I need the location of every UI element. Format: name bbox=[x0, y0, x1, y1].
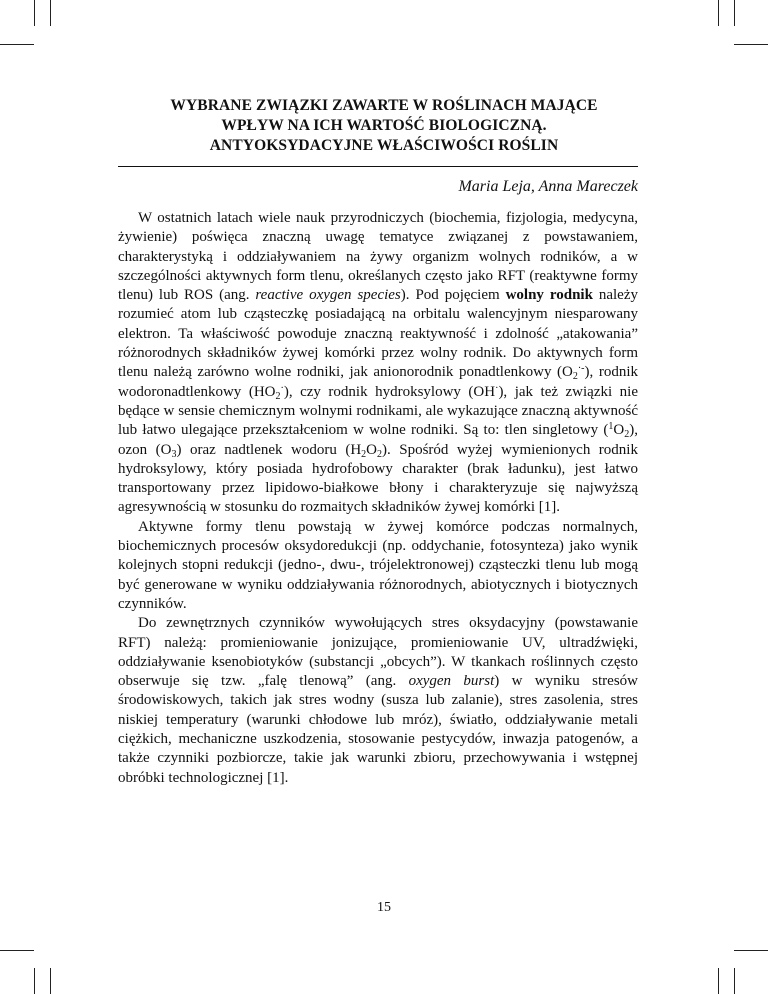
crop-mark bbox=[34, 968, 35, 994]
title-line: WPŁYW NA ICH WARTOŚĆ BIOLOGICZNĄ. bbox=[221, 117, 547, 134]
crop-mark bbox=[50, 0, 51, 26]
crop-mark bbox=[734, 44, 768, 45]
paragraph: W ostatnich latach wiele nauk przyrodniczych (biochemia, fizjologia, medycyna, żywienie) poświęca znaczną uwagę tematyce związanej z powstawaniem, charakterystyką i oddziaływaniem na żywy organizm wolnych rodników, a w szczególności aktywnych form tlenu, określanych często jako RFT (reaktywne formy tlenu) lub ROS (ang. reactive oxygen species). Pod pojęciem wolny rodnik należy rozumieć atom lub cząsteczkę posiadającą na orbitalu walencyjnym niesparowany elektron. Ta właściwość powoduje znaczną reaktywność i zdolność „atakowania” różnorodnych składników żywej komórki przez wolny rodnik. Do aktywnych form tlenu należą zarówno wolne rodniki, jak anionorodnik ponadtlenkowy $(O_2^{\cdot-})$, rodnik wodoronadtlenkowy $(HO_2^\cdot)$, czy rodnik hydroksylowy (OH·), jak też związki nie będące w sensie chemicznym wolnymi rodnikami, ale wykazujące znaczną aktywność lub łatwo ulegające przekształceniom w wolne rodniki. Są to: tlen singletowy $(^1O_2)$, ozon $(O_3)$ oraz nadtlenek wodoru $(H_2O_2)$. Spośród wyżej wymienionych rodnik hydroksylowy, który posiada hydrofobowy charakter (brak ładunku), jest łatwo transportowany przez lipidowo-białkowe błony i charakteryzuje się najwyższą agresywnością w stosunku do rozmaitych składników żywej komórki [1]. bbox=[118, 210, 638, 516]
title-line: ANTYOKSYDACYJNE WŁAŚCIWOŚCI ROŚLIN bbox=[209, 137, 559, 154]
paragraph: Do zewnętrznych czynników wywołujących stres oksydacyjny (powstawanie RFT) należą: promieniowanie jonizujące, promieniowanie UV, ultradźwięki, oddziaływanie ksenobiotyków (substancji „obcych”). W tkankach roślinnych często obserwuje się tzw. „falę tlenową” (ang. oxygen burst) w wyniku stresów środowiskowych, takich jak stres wodny (susza lub zalanie), stres zasolenia, stres niskiej temperatury (warunki chłodowe lub mróz), światło, oddziaływanie metali ciężkich, mechaniczne uszkodzenia, stosowanie pestycydów, inwazja patogenów, a także czynniki pozbiorcze, takie jak warunki zbioru, przechowywania i wstępnej obróbki technologicznej [1]. bbox=[118, 615, 638, 786]
crop-mark bbox=[718, 0, 719, 26]
paragraph: Aktywne formy tlenu powstają w żywej komórce podczas normalnych, biochemicznych procesów oksydoredukcji (np. oddychanie, fotosynteza) jako wynik kolejnych stopni redukcji (jedno-, dwu-, trójelektronowej) cząsteczki tlenu lub mogą być generowane w wyniku oddziaływania różnorodnych, abiotycznych i biotycznych czynników. bbox=[118, 518, 638, 612]
page-number: 15 bbox=[377, 900, 391, 915]
crop-mark bbox=[34, 0, 35, 26]
crop-mark bbox=[718, 968, 719, 994]
authors: Maria Leja, Anna Mareczek bbox=[458, 178, 638, 195]
crop-mark bbox=[0, 44, 34, 45]
crop-mark bbox=[734, 950, 768, 951]
crop-mark bbox=[50, 968, 51, 994]
title-rule bbox=[118, 166, 638, 167]
article-title bbox=[118, 96, 650, 156]
crop-mark bbox=[734, 968, 735, 994]
title-line: WYBRANE ZWIĄZKI ZAWARTE W ROŚLINACH MAJĄCE bbox=[170, 97, 598, 114]
crop-mark bbox=[0, 950, 34, 951]
article-body bbox=[118, 209, 638, 788]
crop-mark bbox=[734, 0, 735, 26]
